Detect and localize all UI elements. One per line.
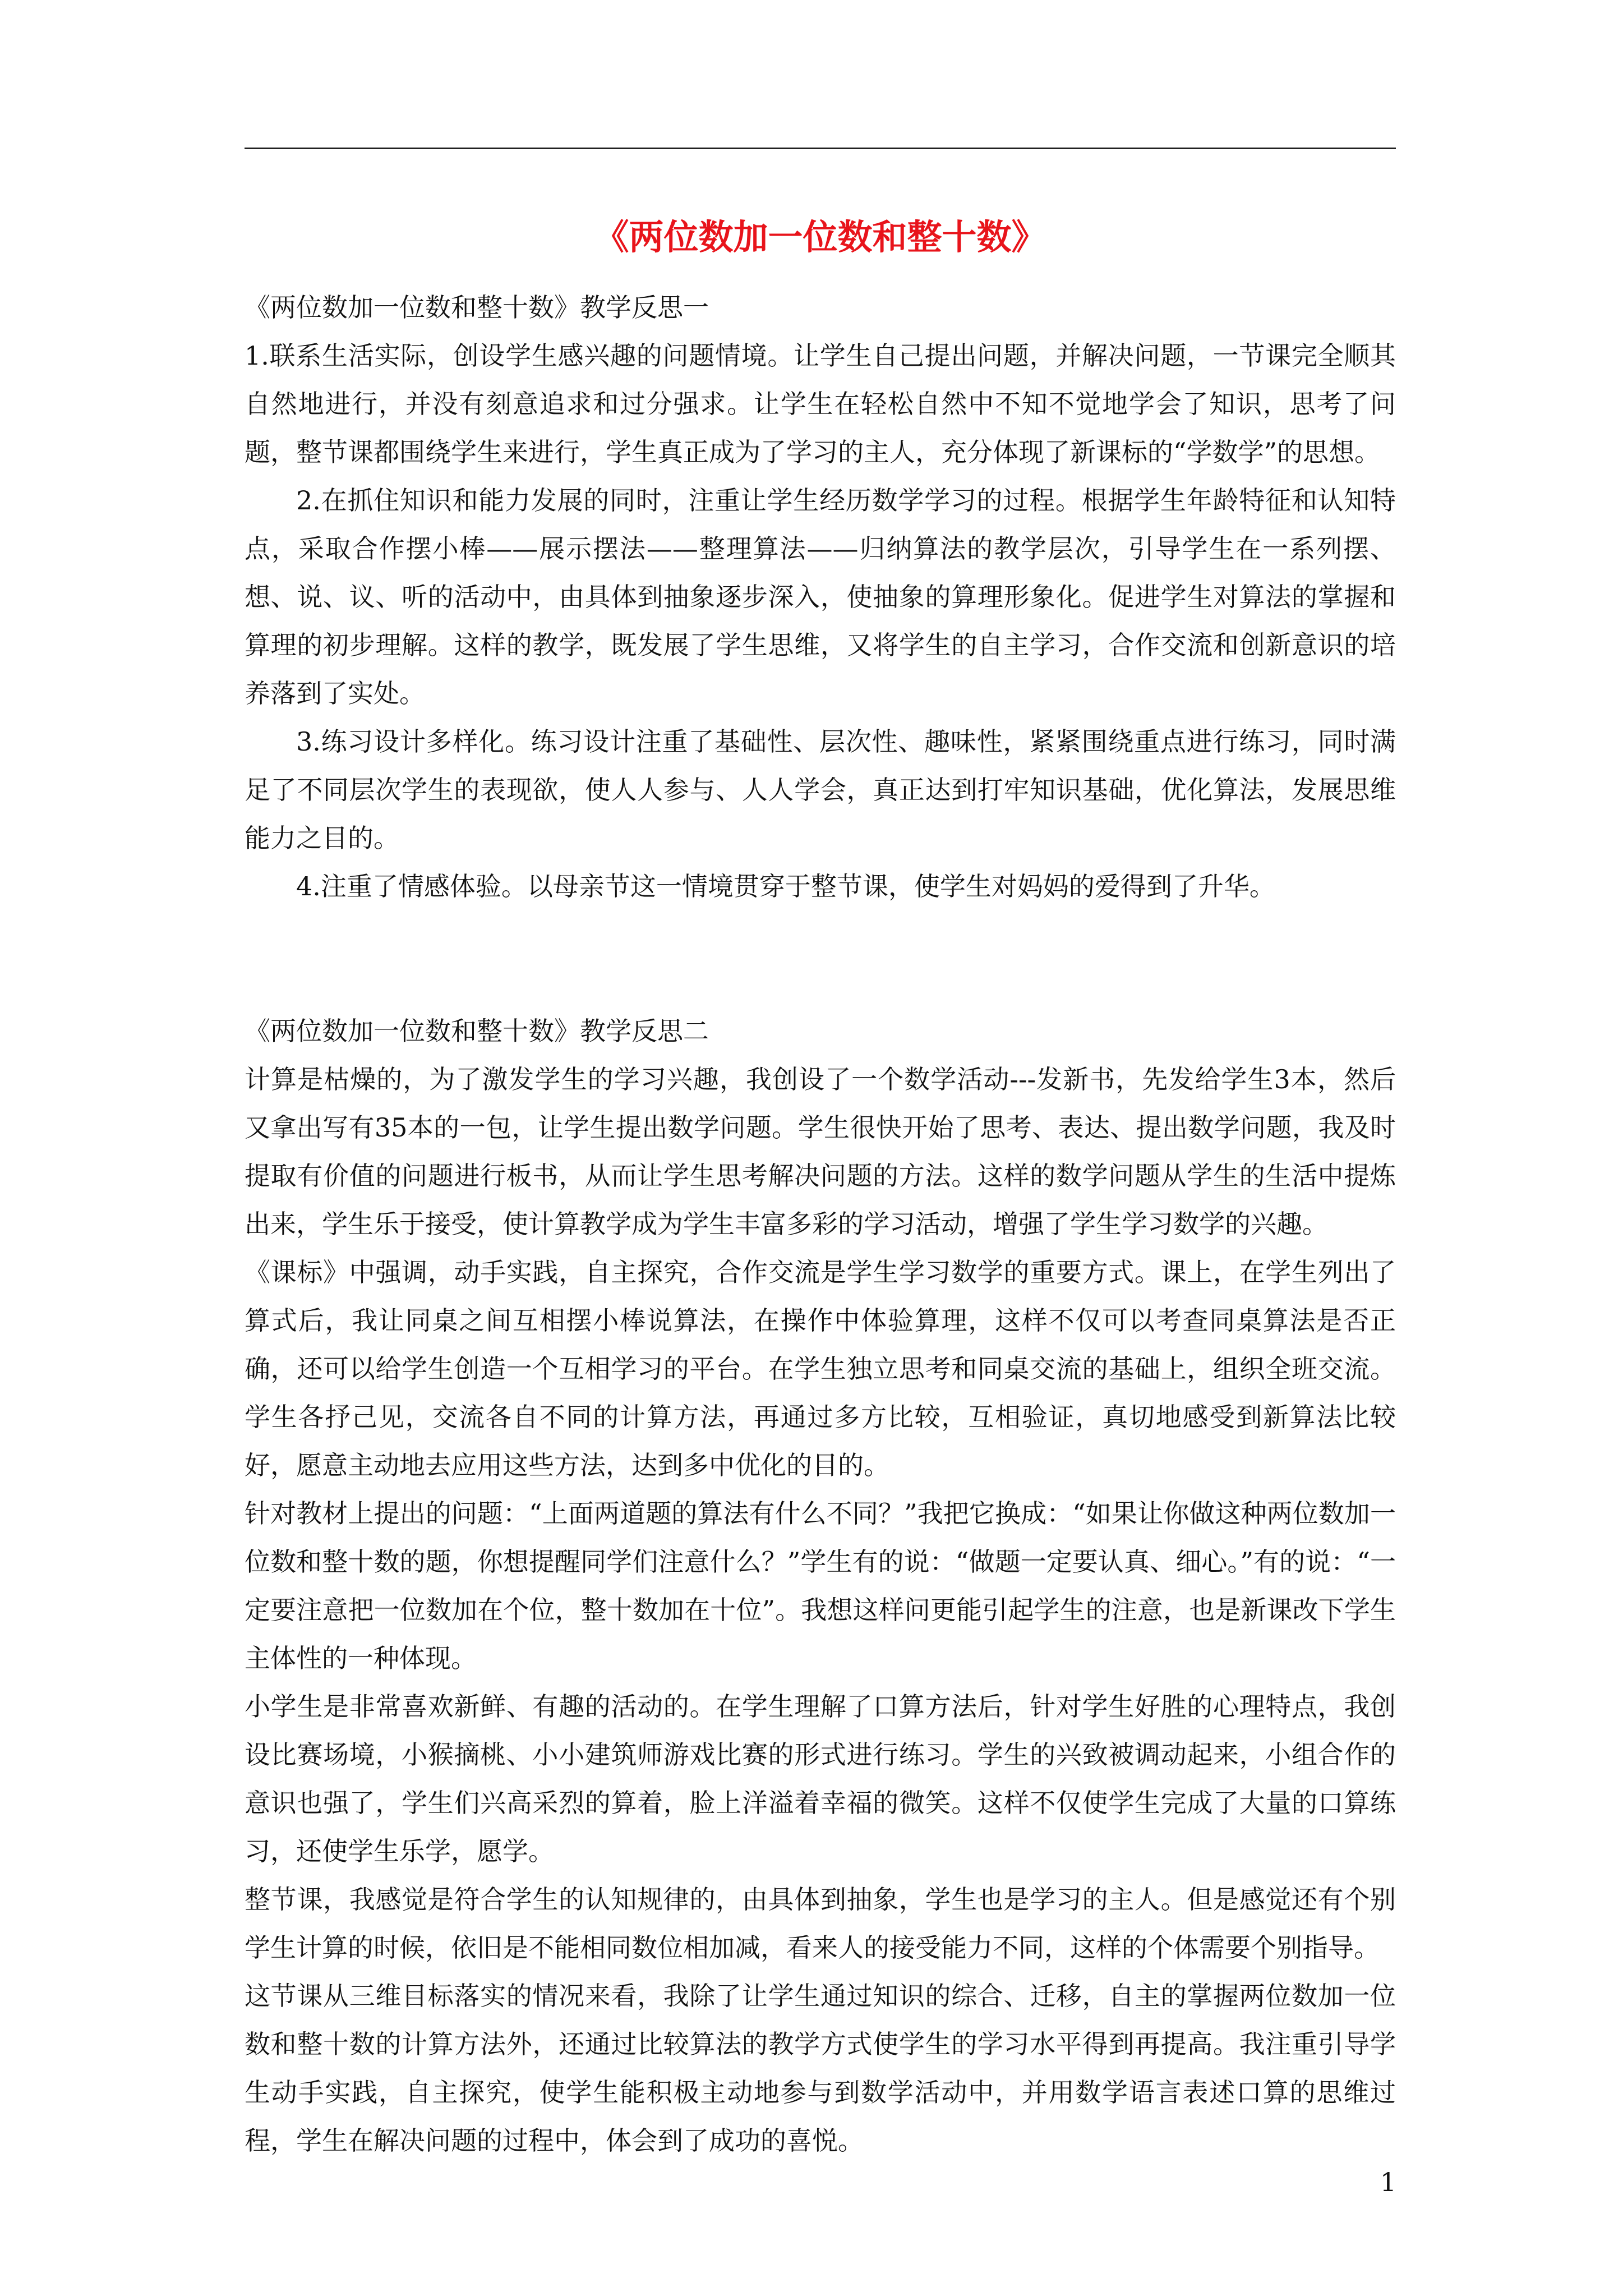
- paragraph: 2.在抓住知识和能力发展的同时，注重让学生经历数学学习的过程。根据学生年龄特征和认知特点，采取合作摆小棒——展示摆法——整理算法——归纳算法的教学层次，引导学生在一系列摆、想、说、议、听的活动中，由具体到抽象逐步深入，使抽象的算理形象化。促进学生对算法的掌握和算理的初步理解。这样的教学，既发展了学生思维，又将学生的自主学习，合作交流和创新意识的培养落到了实处。: [245, 485, 1396, 708]
- section-heading-2: 《两位数加一位数和整十数》教学反思二: [245, 1016, 709, 1046]
- paragraph: 这节课从三维目标落实的情况来看，我除了让学生通过知识的综合、迁移，自主的掌握两位数加一位数和整十数的计算方法外，还通过比较算法的教学方式使学生的学习水平得到再提高。我注重引导学生动手实践，自主探究，使学生能积极主动地参与到数学活动中，并用数学语言表述口算的思维过程，学生在解决问题的过程中，体会到了成功的喜悦。: [245, 1981, 1396, 2156]
- paragraph: 《课标》中强调，动手实践，自主探究，合作交流是学生学习数学的重要方式。课上，在学生列出了算式后，我让同桌之间互相摆小棒说算法，在操作中体验算理，这样不仅可以考查同桌算法是否正确，还可以给学生创造一个互相学习的平台。在学生独立思考和同桌交流的基础上，组织全班交流。学生各抒己见，交流各自不同的计算方法，再通过多方比较，互相验证，真切地感受到新算法比较好，愿意主动地去应用这些方法，达到多中优化的目的。: [245, 1257, 1396, 1480]
- section-heading-1: 《两位数加一位数和整十数》教学反思一: [245, 292, 709, 323]
- paragraph: 1.联系生活实际，创设学生感兴趣的问题情境。让学生自己提出问题，并解决问题，一节课完全顺其自然地进行，并没有刻意追求和过分强求。让学生在轻松自然中不知不觉地学会了知识，思考了问题，整节课都围绕学生来进行，学生真正成为了学习的主人，充分体现了新课标的“学数学”的思想。: [245, 341, 1396, 467]
- paragraph: 4.注重了情感体验。以母亲节这一情境贯穿于整节课，使学生对妈妈的爱得到了升华。: [296, 871, 1275, 901]
- document-body: [245, 283, 1396, 2165]
- page-title: 《两位数加一位数和整十数》: [594, 217, 1046, 257]
- paragraph: 小学生是非常喜欢新鲜、有趣的活动的。在学生理解了口算方法后，针对学生好胜的心理特点，我创设比赛场境，小猴摘桃、小小建筑师游戏比赛的形式进行练习。学生的兴致被调动起来，小组合作的意识也强了，学生们兴高采烈的算着，脸上洋溢着幸福的微笑。这样不仅使学生完成了大量的口算练习，还使学生乐学，愿学。: [245, 1691, 1396, 1866]
- paragraph: 整节课，我感觉是符合学生的认知规律的，由具体到抽象，学生也是学习的主人。但是感觉还有个别学生计算的时候，依旧是不能相同数位相加减，看来人的接受能力不同，这样的个体需要个别指导。: [245, 1884, 1396, 1963]
- paragraph: 针对教材上提出的问题：“上面两道题的算法有什么不同？”我把它换成：“如果让你做这种两位数加一位数和整十数的题，你想提醒同学们注意什么？”学生有的说：“做题一定要认真、细心。”有的说：“一定要注意把一位数加在个位，整十数加在十位”。我想这样问更能引起学生的注意，也是新课改下学生主体性的一种体现。: [245, 1498, 1396, 1673]
- section-spacer: [245, 910, 1396, 1007]
- paragraph: 计算是枯燥的，为了激发学生的学习兴趣，我创设了一个数学活动---发新书，先发给学生3本，然后又拿出写有35本的一包，让学生提出数学问题。学生很快开始了思考、表达、提出数学问题，我及时提取有价值的问题进行板书，从而让学生思考解决问题的方法。这样的数学问题从学生的生活中提炼出来，学生乐于接受，使计算教学成为学生丰富多彩的学习活动，增强了学生学习数学的兴趣。: [245, 1064, 1396, 1239]
- paragraph: 3.练习设计多样化。练习设计注重了基础性、层次性、趣味性，紧紧围绕重点进行练习，同时满足了不同层次学生的表现欲，使人人参与、人人学会，真正达到打牢知识基础，优化算法，发展思维能力之目的。: [245, 726, 1396, 853]
- header-rule: [245, 148, 1396, 149]
- page-number: 1: [1380, 2167, 1396, 2197]
